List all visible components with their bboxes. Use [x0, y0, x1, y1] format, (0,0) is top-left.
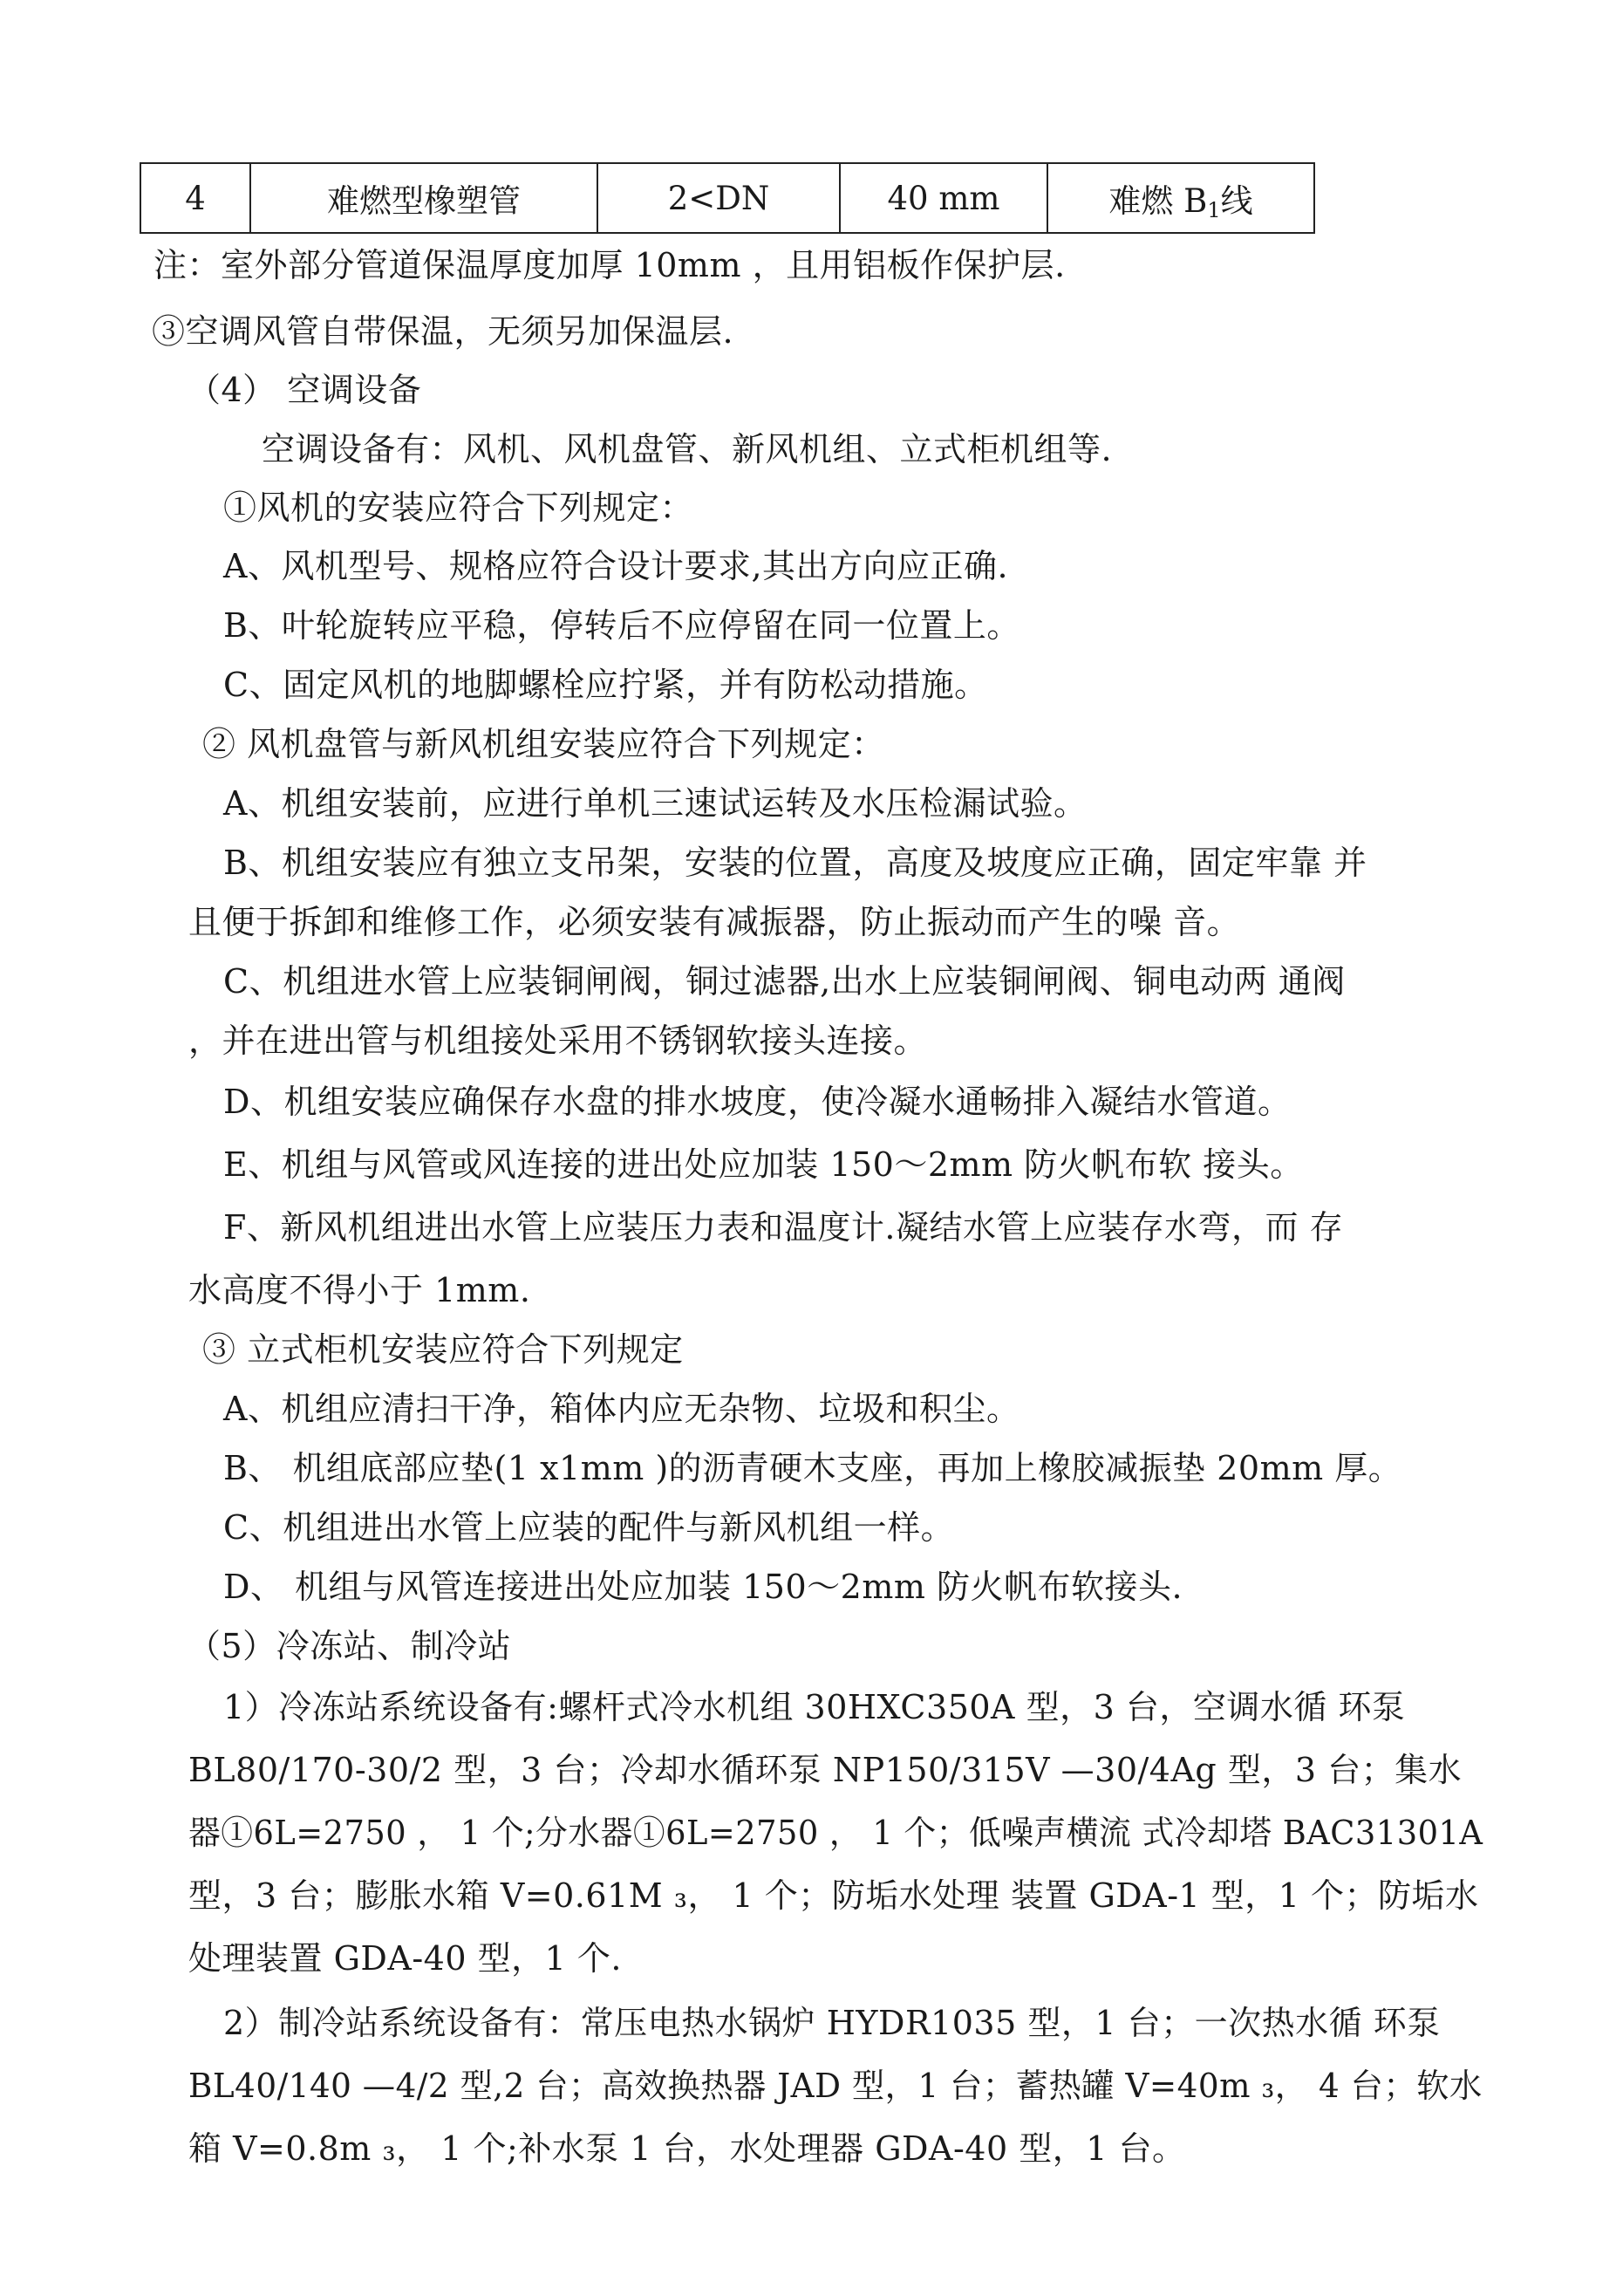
text-line: 空调设备有：风机、风机盘管、新风机组、立式柜机组等.: [262, 430, 1113, 468]
text-line: 处理装置 GDA-40 型，1 个.: [188, 1939, 622, 1978]
fire-grade-prefix: 难燃 B: [1108, 181, 1208, 220]
text-line: ③空调风管自带保温，无须另加保温层.: [152, 312, 734, 351]
text-line: B、机组安装应有独立支吊架，安装的位置，高度及坡度应正确，固定牢靠 并: [223, 844, 1367, 882]
subsection-heading: ③ 立式柜机安装应符合下列规定: [202, 1330, 684, 1369]
text-line: A、机组安装前，应进行单机三速试运转及水压检漏试验。: [223, 784, 1088, 823]
text-line: F、新风机组进出水管上应装压力表和温度计.凝结水管上应装存水弯，而 存: [223, 1208, 1344, 1247]
text-line: A、机组应清扫干净，箱体内应无杂物、垃圾和积尘。: [223, 1390, 1020, 1428]
text-line: A、风机型号、规格应符合设计要求,其出方向应正确.: [223, 547, 1009, 585]
table-row: [140, 163, 1314, 233]
text-line: 器①6L=2750 ， 1 个;分水器①6L=2750 ， 1 个；低噪声横流 式冷却塔 BAC31301A: [188, 1814, 1483, 1852]
text-line: 箱 V=0.8m ₃， 1 个;补水泵 1 台，水处理器 GDA-40 型，1 台。: [188, 2129, 1186, 2168]
text-line: D、机组安装应确保存水盘的排水坡度，使冷凝水通畅排入凝结水管道。: [223, 1083, 1292, 1121]
text-line: D、 机组与风管连接进出处应加装 150〜2mm 防火帆布软接头.: [223, 1568, 1183, 1606]
text-line: 水高度不得小于 1mm.: [188, 1271, 531, 1309]
text-line: B、叶轮旋转应平稳，停转后不应停留在同一位置上。: [223, 606, 1020, 645]
insulation-spec-table: [140, 162, 1315, 234]
row-number-cell: 4: [140, 163, 250, 233]
text-line: C、机组进水管上应装铜闸阀，铜过滤器,出水上应装铜闸阀、铜电动两 通阀: [223, 962, 1346, 1001]
text-line: 型，3 台；膨胀水箱 V=0.61M ₃， 1 个；防垢水处理 装置 GDA-1 型，1 个；防垢水: [188, 1876, 1479, 1915]
text-line: 且便于拆卸和维修工作，必须安装有减振器，防止振动而产生的噪 音。: [188, 903, 1241, 941]
text-line: C、机组进出水管上应装的配件与新风机组一样。: [223, 1508, 955, 1547]
diameter-range-cell: 2<DN: [597, 163, 840, 233]
fire-grade-suffix: 线: [1220, 181, 1253, 220]
diameter-value-cell: 40 mm: [840, 163, 1047, 233]
text-line: B、 机组底部应垫(1 x1mm )的沥青硬木支座，再加上橡胶减振垫 20mm 厚。: [223, 1449, 1402, 1487]
text-line: C、固定风机的地脚螺栓应拧紧，并有防松动措施。: [223, 666, 988, 704]
text-line: 1）冷冻站系统设备有:螺杆式冷水机组 30HXC350A 型，3 台，空调水循 环泵: [223, 1688, 1406, 1726]
section-heading: （4） 空调设备: [188, 371, 422, 409]
text-line: E、机组与风管或风连接的进出处应加装 150〜2mm 防火帆布软 接头。: [223, 1145, 1304, 1184]
fire-grade-cell: [1047, 163, 1314, 233]
text-line: 2）制冷站系统设备有：常压电热水锅炉 HYDR1035 型，1 台；一次热水循 环泵: [223, 2004, 1441, 2042]
text-line: ，并在进出管与机组接处采用不锈钢软接头连接。: [188, 1022, 928, 1060]
subsection-heading: ①风机的安装应符合下列规定：: [223, 489, 694, 527]
text-line: 注：室外部分管道保温厚度加厚 10mm ，且用铝板作保护层.: [153, 246, 1066, 284]
fire-grade-subscript: 1: [1207, 197, 1221, 222]
section-heading: （5）冷冻站、制冷站: [188, 1627, 512, 1665]
text-line: BL40/140 —4/2 型,2 台；高效换热器 JAD 型，1 台；蓄热罐 V=40m ₃， 4 台；软水: [188, 2067, 1483, 2105]
material-cell: 难燃型橡塑管: [250, 163, 597, 233]
text-line: BL80/170-30/2 型，3 台；冷却水循环泵 NP150/315V —30/4Ag 型，3 台；集水: [188, 1751, 1463, 1789]
subsection-heading: ② 风机盘管与新风机组安装应符合下列规定：: [202, 725, 885, 763]
